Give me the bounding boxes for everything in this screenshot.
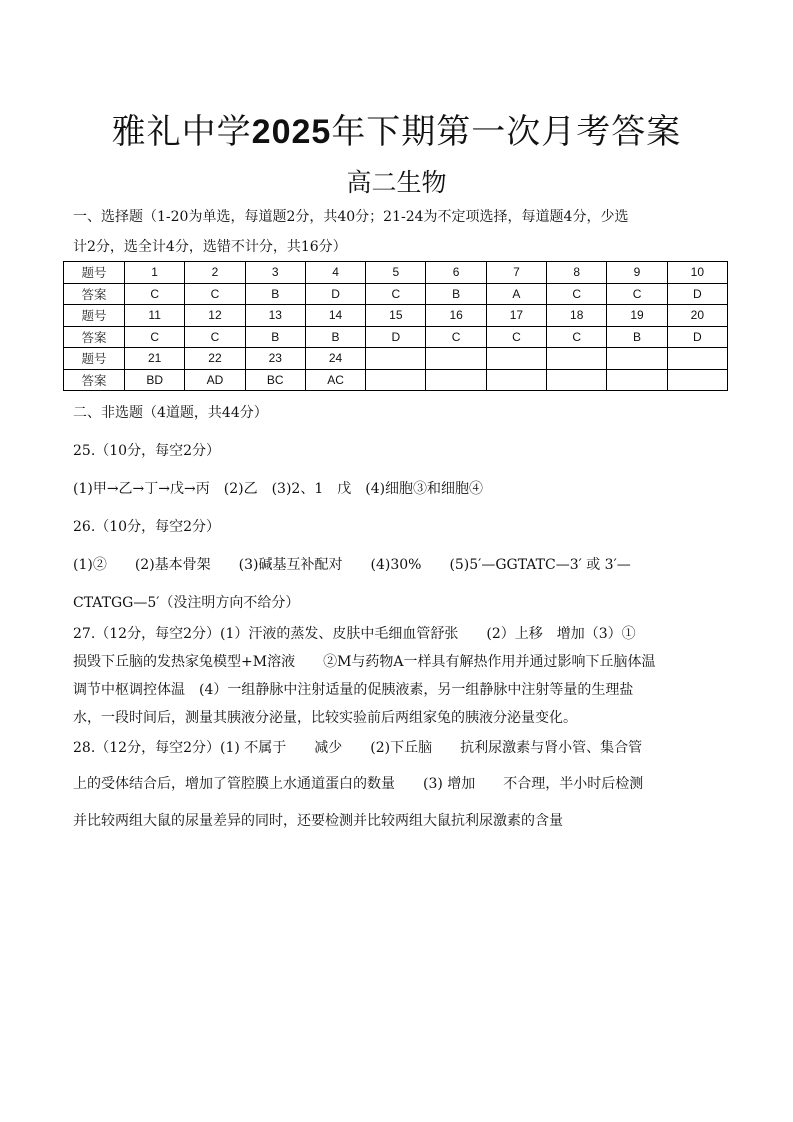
answer-cell: BC bbox=[245, 369, 305, 391]
answer-cell: C bbox=[486, 326, 546, 348]
q26-heading: 26.（10分，每空2分） bbox=[73, 519, 220, 535]
answer-cell: C bbox=[125, 283, 185, 305]
answer-cell bbox=[426, 369, 486, 391]
question-number-cell: 18 bbox=[547, 305, 607, 327]
answer-cell: C bbox=[185, 326, 245, 348]
answer-cell: BD bbox=[125, 369, 185, 391]
question-number-cell bbox=[607, 348, 667, 370]
question-number-cell: 1 bbox=[125, 262, 185, 284]
question-number-cell bbox=[486, 348, 546, 370]
answer-cell bbox=[547, 369, 607, 391]
answer-row bbox=[64, 283, 728, 305]
question-number-cell: 8 bbox=[547, 262, 607, 284]
question-number-cell: 16 bbox=[426, 305, 486, 327]
question-row-label: 题号 bbox=[64, 305, 125, 327]
answer-cell: C bbox=[366, 283, 426, 305]
answer-cell: D bbox=[667, 283, 727, 305]
question-number-cell: 4 bbox=[305, 262, 365, 284]
page-title bbox=[0, 104, 793, 153]
answer-cell: C bbox=[125, 326, 185, 348]
answer-cell: C bbox=[426, 326, 486, 348]
answer-cell: A bbox=[486, 283, 546, 305]
answer-cell: C bbox=[547, 326, 607, 348]
question-number-cell bbox=[547, 348, 607, 370]
q25-heading: 25.（10分，每空2分） bbox=[73, 443, 220, 459]
question-number-cell: 23 bbox=[245, 348, 305, 370]
question-number-cell: 3 bbox=[245, 262, 305, 284]
q28-line2: 上的受体结合后，增加了管腔膜上水通道蛋白的数量 (3) 增加 不合理，半小时后检测 bbox=[73, 776, 644, 792]
section2-intro: 二、非选题（4道题，共44分） bbox=[73, 405, 268, 421]
answer-cell: C bbox=[185, 283, 245, 305]
title-school: 雅礼中学 bbox=[111, 112, 252, 152]
question-row-label: 题号 bbox=[64, 348, 125, 370]
question-number-cell: 13 bbox=[245, 305, 305, 327]
question-number-cell: 20 bbox=[667, 305, 727, 327]
question-number-cell: 9 bbox=[607, 262, 667, 284]
question-number-cell: 6 bbox=[426, 262, 486, 284]
q26-answer-line2: CTATGG—5′（没注明方向不给分） bbox=[73, 595, 300, 611]
answer-cell: C bbox=[607, 283, 667, 305]
question-number-cell bbox=[667, 348, 727, 370]
question-number-cell: 21 bbox=[125, 348, 185, 370]
question-row-label: 题号 bbox=[64, 262, 125, 284]
answer-cell: D bbox=[366, 326, 426, 348]
answer-cell: B bbox=[245, 283, 305, 305]
answer-cell: B bbox=[607, 326, 667, 348]
q28-line1: 28.（12分，每空2分）(1) 不属于 减少 (2)下丘脑 抗利尿激素与肾小管、集合管 bbox=[73, 740, 643, 756]
section1-intro-line2: 计2分，选全计4分，选错不计分，共16分） bbox=[73, 239, 347, 255]
question-number-cell: 2 bbox=[185, 262, 245, 284]
question-number-cell: 14 bbox=[305, 305, 365, 327]
question-number-cell: 10 bbox=[667, 262, 727, 284]
question-number-cell: 24 bbox=[305, 348, 365, 370]
question-number-row bbox=[64, 348, 728, 370]
question-number-cell bbox=[366, 348, 426, 370]
page-subtitle: 高二生物 bbox=[346, 168, 447, 197]
answer-cell bbox=[667, 369, 727, 391]
question-number-row bbox=[64, 262, 728, 284]
answer-cell bbox=[366, 369, 426, 391]
question-number-cell: 22 bbox=[185, 348, 245, 370]
answer-cell: D bbox=[667, 326, 727, 348]
q26-answer-line1: (1)② (2)基本骨架 (3)碱基互补配对 (4)30% (5)5′—GGTATC—3′ 或 3′— bbox=[73, 557, 631, 573]
answer-cell: D bbox=[305, 283, 365, 305]
question-number-cell: 19 bbox=[607, 305, 667, 327]
answer-row bbox=[64, 369, 728, 391]
question-number-cell bbox=[426, 348, 486, 370]
answer-cell: B bbox=[305, 326, 365, 348]
answer-cell bbox=[486, 369, 546, 391]
q25-answer: (1)甲→乙→丁→戊→丙 (2)乙 (3)2、1 戊 (4)细胞③和细胞④ bbox=[73, 481, 484, 497]
question-number-cell: 17 bbox=[486, 305, 546, 327]
answer-cell: AD bbox=[185, 369, 245, 391]
q27-line1: 27.（12分，每空2分）(1）汗液的蒸发、皮肤中毛细血管舒张 (2）上移 增加（3）① bbox=[73, 626, 636, 642]
answer-row bbox=[64, 326, 728, 348]
answer-cell: B bbox=[426, 283, 486, 305]
q28-line3: 并比较两组大鼠的尿量差异的同时，还要检测并比较两组大鼠抗利尿激素的含量 bbox=[73, 813, 563, 829]
question-number-cell: 15 bbox=[366, 305, 426, 327]
title-rest: 年下期第一次月考答案 bbox=[331, 112, 682, 152]
answer-cell: AC bbox=[305, 369, 365, 391]
question-number-cell: 12 bbox=[185, 305, 245, 327]
answer-row-label: 答案 bbox=[64, 369, 125, 391]
q27-line2: 损毁下丘脑的发热家兔模型+M溶液 ②M与药物A一样具有解热作用并通过影响下丘脑体温 bbox=[73, 654, 656, 670]
section1-intro-line1: 一、选择题（1-20为单选，每道题2分，共40分；21-24为不定项选择，每道题4分，少选 bbox=[73, 209, 629, 225]
question-number-row bbox=[64, 305, 728, 327]
q27-line3: 调节中枢调控体温 (4）一组静脉中注射适量的促胰液素，另一组静脉中注射等量的生理盐 bbox=[73, 682, 634, 698]
question-number-cell: 7 bbox=[486, 262, 546, 284]
question-number-cell: 5 bbox=[366, 262, 426, 284]
title-year: 2025 bbox=[251, 113, 332, 151]
question-number-cell: 11 bbox=[125, 305, 185, 327]
answer-cell: B bbox=[245, 326, 305, 348]
answer-cell: C bbox=[547, 283, 607, 305]
answer-row-label: 答案 bbox=[64, 283, 125, 305]
q27-line4: 水，一段时间后，测量其胰液分泌量，比较实验前后两组家兔的胰液分泌量变化。 bbox=[73, 710, 577, 726]
answer-row-label: 答案 bbox=[64, 326, 125, 348]
answer-cell bbox=[607, 369, 667, 391]
answer-table bbox=[63, 261, 728, 391]
